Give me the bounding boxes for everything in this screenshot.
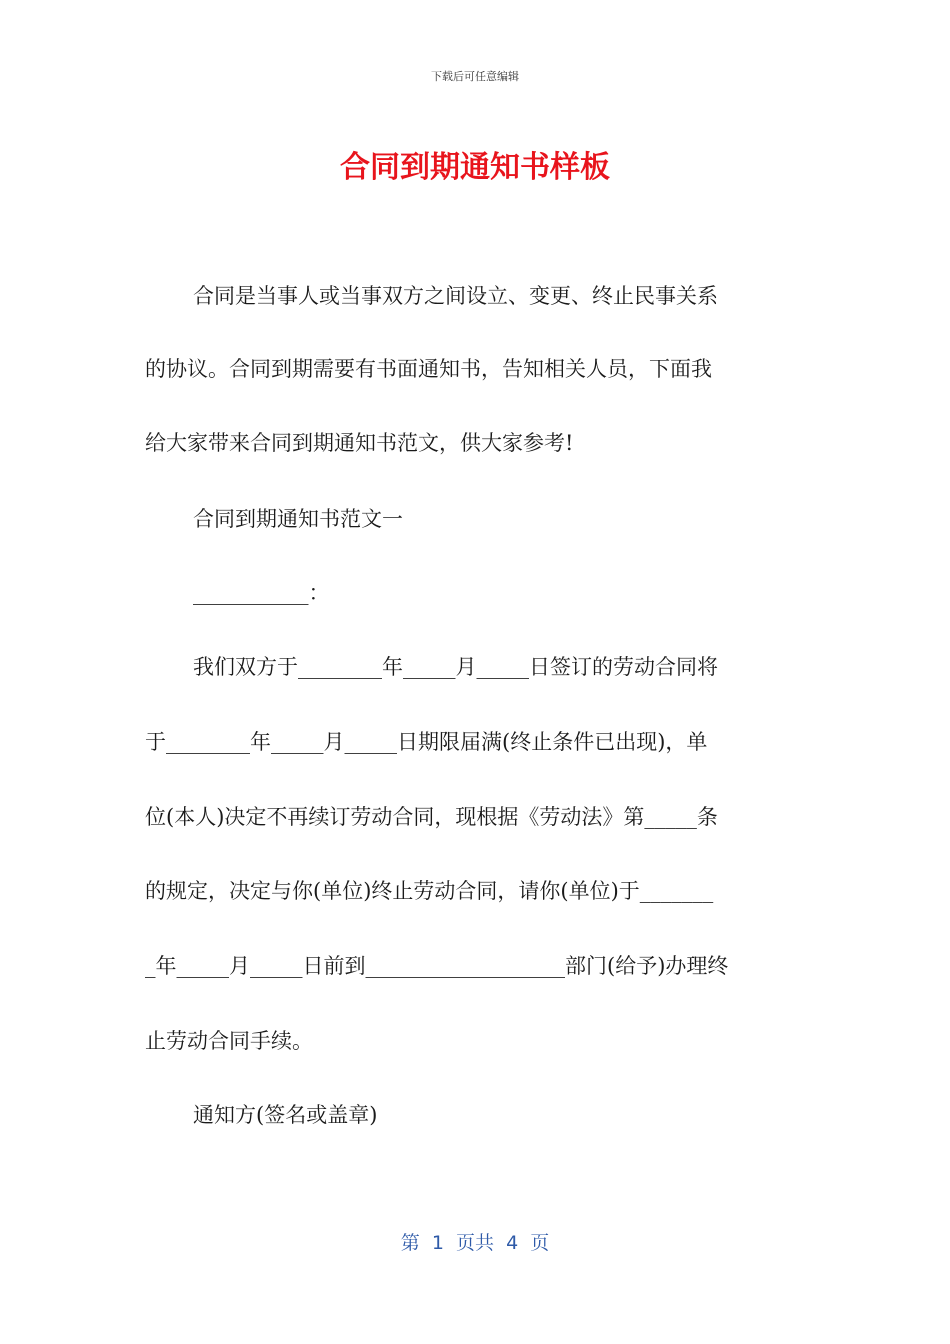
paragraph-line: 位(本人)决定不再续订劳动合同，现根据《劳动法》第_____条 <box>145 805 718 829</box>
paragraph-line: 合同是当事人或当事双方之间设立、变更、终止民事关系 <box>193 284 718 308</box>
document-title: 合同到期通知书样板 <box>340 150 610 185</box>
header-note: 下载后可任意编辑 <box>431 70 519 83</box>
page-number: 第 1 页共 4 页 <box>400 1232 550 1254</box>
paragraph-line: 的协议。合同到期需要有书面通知书，告知相关人员，下面我 <box>145 357 712 381</box>
signature-line: 通知方(签名或盖章) <box>193 1103 378 1127</box>
paragraph-line: 的规定，决定与你(单位)终止劳动合同，请你(单位)于_______ <box>145 879 714 903</box>
paragraph-line: 我们双方于________年_____月_____日签订的劳动合同将 <box>193 655 718 679</box>
paragraph-line: 给大家带来合同到期通知书范文，供大家参考! <box>145 431 574 455</box>
addressee-line: ___________： <box>193 581 330 605</box>
paragraph-line: _年_____月_____日前到___________________部门(给予)办理终 <box>145 954 729 978</box>
paragraph-line: 止劳动合同手续。 <box>145 1029 313 1053</box>
paragraph-line: 于________年_____月_____日期限届满(终止条件已出现)，单 <box>145 730 708 754</box>
section-heading: 合同到期通知书范文一 <box>193 507 403 531</box>
